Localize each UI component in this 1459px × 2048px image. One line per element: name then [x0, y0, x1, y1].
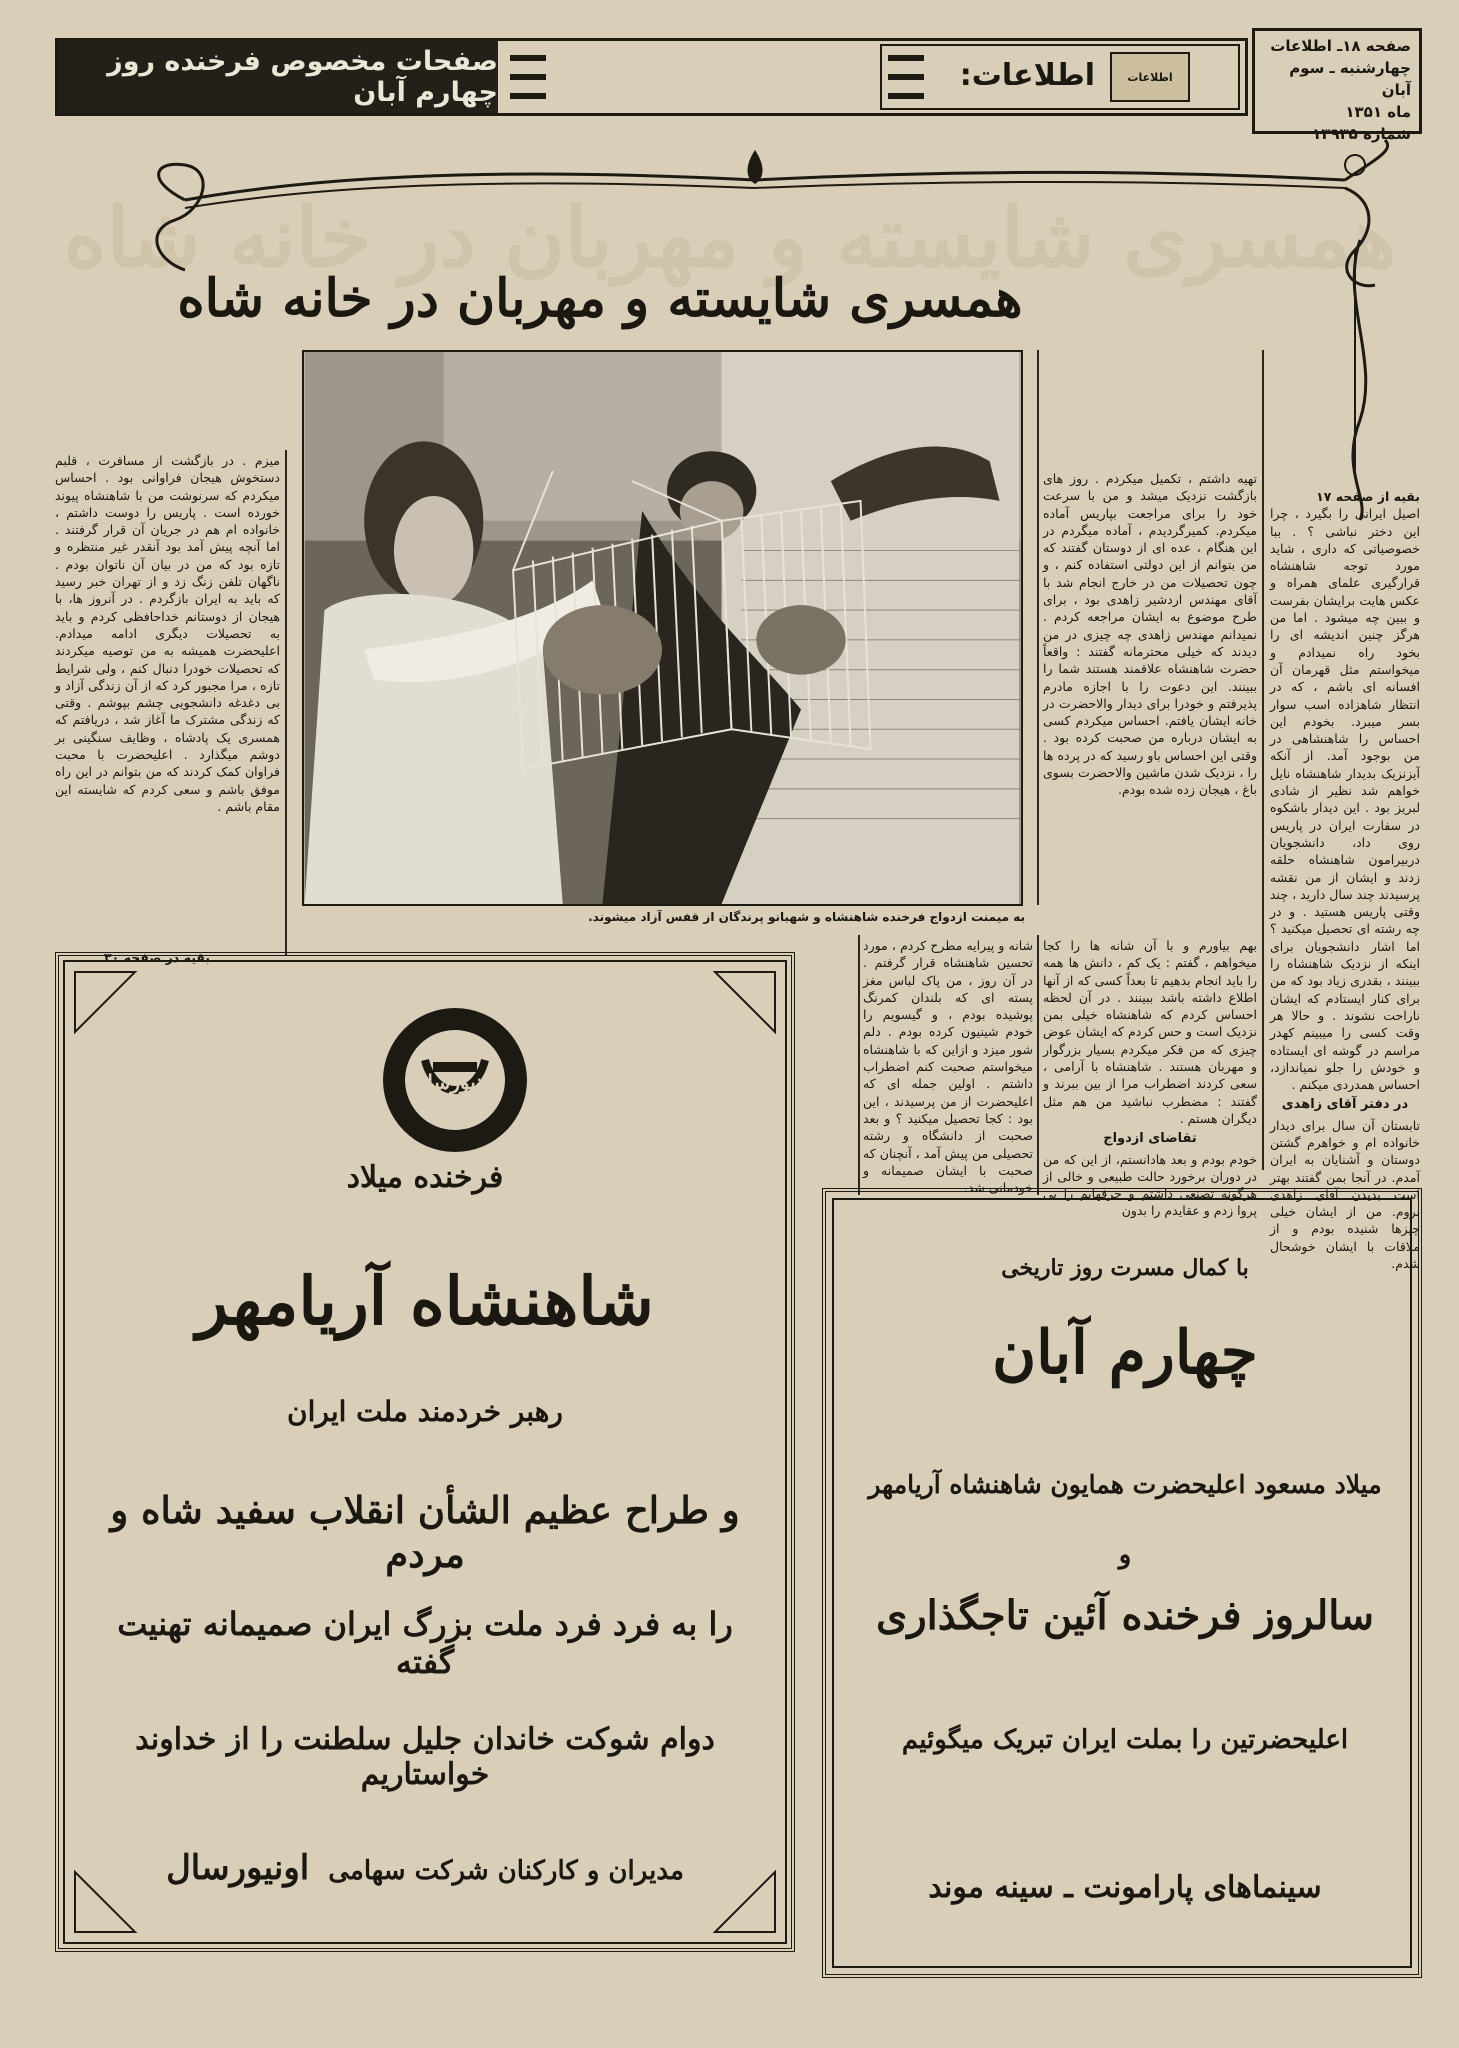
- issue-date: چهارشنبه ـ سوم آبان: [1289, 59, 1411, 99]
- paramount-ad-inner: [832, 1198, 1412, 1968]
- column-text: تهیه داشتم ، تکمیل میکردم . روز های بازگشت نزدیک میشد و من با سرعت خود را برای مراجعت بپاریس آماده میکردم. کمیرگردیدم ، آماده میگردم در این هنگام ، عده ای از دوستان گفتند که من بتوانم از این دولتی استفاده کنم ، و چون تحصیلات من در خارج انجام شد با آقای مهندس اردشیر زاهدی بود ، برای طرح موضوع به ایشان مراجعه کردم . نمیدانم مهندس زاهدی چه چیزی در من دیدند که خیلی محترمانه گفتند : واقعاً حضرت شاهنشاه علاقمند هستند شما را ببینند. این دعوت را با اجازه مادرم پذیرفتم و خودرا برای دیدار والاحضرت در خانه ایشان یافتم. احساس میکردم کسی به ایشان درباره من صحبت کرده بود . وقتی این احساس باو رسید که در پرده ها را ، نزدیک شدن ماشین والاحضرت بسوی باغ ، هیجان زده شده بودم.: [1043, 471, 1257, 798]
- continued-from: بقیه از صفحه ۱۷: [1316, 489, 1420, 504]
- photo-caption: به میمنت ازدواج فرخنده شاهنشاه و شهبانو پرندگان از قفس آزاد میشوند.: [588, 910, 1025, 924]
- section-banner: صفحات مخصوص فرخنده روز چهارم آبان: [58, 41, 498, 113]
- banner-divider-right: [888, 55, 924, 99]
- ad-line-coronation: سالروز فرخنده آئین تاجگذاری: [876, 1592, 1374, 1639]
- ornament-vine: [1320, 240, 1400, 520]
- ad-line-revolution: و طراح عظیم الشأن انقلاب سفید شاه و مردم: [110, 1488, 740, 1576]
- background-ghost-title: همسری شایسته و مهربان در خانه شاه: [63, 190, 1397, 286]
- column-text: میزم . در بازگشت از مسافرت ، قلبم دستخوش هیجان فراوانی بود . احساس میکردم که سرنوشت من با شاهنشاه پیوند خورده است . پاریس را دوست داشتم ، خانواده ام هم در جریان آن قرار گرفتند . اما آنچه پیش آمد بود آنقدر غیر منتظره و تازه بود که من در بیان آن ناتوان بودم . ناگهان تلفن زنگ زد و از تهران خبر رسید که باید به ایران بازگردم . در آنروز ها، با هیجان از دوستانم خداحافظی کردم و باید به تحصیلات دیگری ادامه میدادم. اعلیحضرت همیشه به من توصیه میکردند که تحصیلات خودرا دنبال کنم ، ولی شرایط تازه ، مرا مجبور کرد که از آن زندگی آزاد و بی دغدغه دانشجویی چشم بپوشم . وقتی که زندگی مشترک ما آغاز شد ، دریافتم که همسری یک پادشاه ، وظایف سنگینی بر دوشم میگذارد . اعلیحضرت با محبت فراوان کمک کردند که من بتوانم در این راه موفق باشم و سعی کردم که شایسته این مقام باشم .: [55, 453, 280, 814]
- continued-on: بقیه در صفحه ۳۰: [104, 950, 210, 965]
- issue-year: ماه ۱۳۵۱: [1345, 103, 1411, 121]
- article-column-lower-left: [863, 937, 1033, 1196]
- logo-brand-name: اونیورسال: [412, 1070, 498, 1094]
- signature-brand: اونیورسال: [166, 1848, 310, 1888]
- column-rule: [1262, 350, 1264, 1170]
- article-column-right: [1270, 488, 1420, 1272]
- ad-line-wish: دوام شوکت خاندان جلیل سلطنت را از خداوند خواستاریم: [135, 1722, 715, 1792]
- ad-line-greetings: اعلیحضرتین را بملت ایران تبریک میگوئیم: [901, 1725, 1349, 1755]
- column-text: خودم بودم و بعد هادانستم، از این که من در دوران برخورد حالت طبیعی و خالی از هرگونه تصنعی داشتم و حرفهایم را بی پروا زدم و عقایدم را بدون: [1043, 1151, 1257, 1219]
- ad-signature-cinemas: سینماهای پارامونت ـ سینه موند: [928, 1870, 1322, 1905]
- column-rule: [858, 935, 860, 1195]
- ad-line-leader: رهبر خردمند ملت ایران: [287, 1395, 563, 1428]
- ad-line-shahanshah: شاهنشاه آریامهر: [196, 1262, 654, 1340]
- issue-page: صفحه ۱۸ـ اطلاعات: [1270, 37, 1411, 55]
- column-text: اصیل ایرانی را بگیرد ، چرا این دختر نباشی ؟ . ببا خصوصیاتی که داری ، شاید مورد توجه شاهنشاه قرارگیری علمای همراه و عکس هایت برایشان بفرست و ببین چه میشود . اما من هرگز چنین اندیشه ای را بخود راه نمیدادم و میخواستم مثل قهرمان آن افسانه ای باشم ، که در انتظار شاهزاده اسب سوار بسر میبرد. بخودم این احساس را شاهنشاهی در من بوجود آمد. از آنکه آیزنزیک بدیدار شاهنشاه نایل خواهم شد نظیر از شادی لبریز بود . این دیدار باشکوه در سفارت ایران در پاریس روی داد، دانشجویان دربیرامون شاهنشاه حلقه زدند و ایشان از من نقشه پرسیدند چند سال دارید ، چند وقتی پاریس هستید . و در چه رشته ای تحصیل میکنید ؟ اما اشار دانشجویان برای اینکه از نزدیک شاهنشاه را ببینند ، بقدری زیاد بود که من برای کنار ایستادم که ایشان ناراحت نشوند . و حالا هر وقت کسی را میبینم کهدر مراسم در گوشه ای ایستاده و خودش را جلو نمیاندازد، احساس همدردی میکنم .: [1270, 506, 1420, 1093]
- column-rule: [1037, 350, 1039, 905]
- article-column-mid: [1043, 470, 1257, 900]
- banner-divider: [510, 55, 546, 99]
- article-column-lower-right: [1043, 937, 1257, 1219]
- ad-signature: [90, 1848, 760, 1888]
- column-rule: [1037, 935, 1039, 1195]
- article-headline: همسری شایسته و مهربان در خانه شاه: [177, 268, 1023, 329]
- column-subheading: در دفتر آقای زاهدی: [1281, 1097, 1409, 1113]
- ad-line-date: چهارم آبان: [992, 1318, 1258, 1388]
- issue-info-box: [1252, 28, 1422, 143]
- column-rule: [285, 450, 287, 955]
- wedding-birds-photo: [302, 350, 1023, 906]
- newspaper-logo: اطلاعات: [1110, 52, 1190, 102]
- ad-line-intro: با کمال مسرت روز تاریخی: [1001, 1255, 1249, 1281]
- column-text: تابستان آن سال برای دیدار خانواده ام و خواهرم گشتن دوستان و آشنایان به ایران آمدم. در آنجا بمن گفتند بهتر است بدیدن آقای زاهدی بروم. من از ایشان خیلی چیزها شنیده بودم و از ملاقات با ایشان خوشحال شدم.: [1270, 1117, 1420, 1272]
- column-subheading: تقاضای ازدواج: [1103, 1131, 1197, 1147]
- ad-line-and: و: [1118, 1540, 1132, 1570]
- column-text: شانه و پیرایه مطرح کردم ، مورد تحسین شاهنشاه قرار گرفتم . در آن روز ، من پاک لباس مغز پسته ای که بلندان کمرنگ پوشیده بودم ، و گیسویم را خودم شینیون کرده بودم . دلم شور میزد و ازاین که با شاهنشاه میخواستم صحبت کنم اضطراب داشتم . اولین جمله ای که اعلیحضرت از من پرسیدند ، این بود : کجا تحصیل میکنید ؟ و بعد صحبت از دانشگاه و رشته تحصیلی من پیش آمد ، آنچنان که صحبت با ایشان صمیمانه و خودمانی شد.: [863, 938, 1033, 1196]
- ad-line-congrats: را به فرد فرد ملت بزرگ ایران صمیمانه تهنیت گفته: [117, 1605, 733, 1681]
- ad-line-birthday: فرخنده میلاد: [346, 1160, 504, 1195]
- column-text: بهم بیاورم و با آن شانه ها را کجا میخواهم ، گفتم : یک کم ، دانش ها همه را باید انجام بدهیم تا بعداً کسی که از آنها اطلاع داشته باشد ببینند . در آن لحظه احساس کردم که شاهنشاه خیلی بمن نزدیک است و حس کردم که ایشان عوض چیزی که من فکر میکردم بسیار بزرگوار و مهربان هستند . شاهنشاه با آرامی ، سعی کردند اضطراب مرا از بین ببرند و گفتند : مضطرب نباشید من هم مثل دیگران هستم .: [1043, 938, 1257, 1126]
- article-column-left: [55, 452, 280, 947]
- newspaper-name: اطلاعات:: [959, 58, 1095, 93]
- signature-prefix: مدیران و کارکنان شرکت سهامی: [328, 1856, 684, 1886]
- issue-number: شماره ۱۳۹۳۵: [1312, 125, 1411, 143]
- ad-line-birthday: میلاد مسعود اعلیحضرت همایون شاهنشاه آریامهر: [868, 1470, 1382, 1499]
